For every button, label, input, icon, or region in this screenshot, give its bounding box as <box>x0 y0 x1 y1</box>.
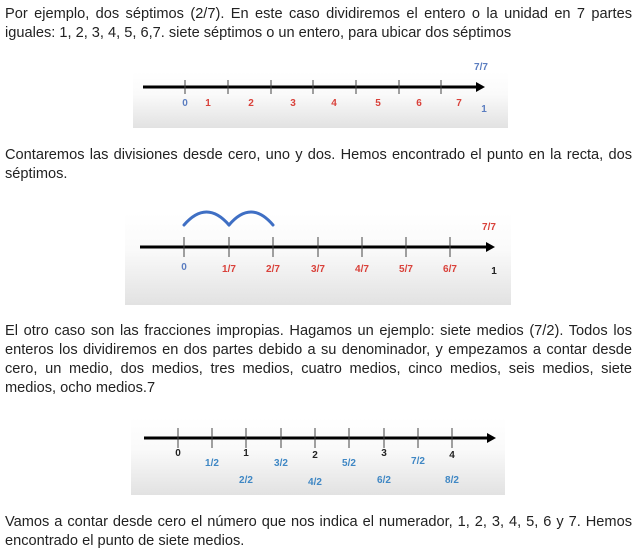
tick-label: 4/2 <box>308 477 322 488</box>
tick-label: 1 <box>205 98 211 109</box>
arrow-head <box>476 82 485 92</box>
tick-label: 6/2 <box>377 475 391 486</box>
tick-label: 4 <box>449 450 455 461</box>
tick-label: 2 <box>248 98 254 109</box>
tick-label: 2 <box>312 450 318 461</box>
number-line-halves <box>131 418 505 495</box>
tick-label: 5/2 <box>342 458 356 469</box>
tick-label: 2/2 <box>239 475 253 486</box>
tick-label: 0 <box>182 98 188 109</box>
tick-label: 5 <box>375 98 381 109</box>
tick-label: 7/2 <box>411 456 425 467</box>
tick-label: 7/7 <box>482 222 496 233</box>
jump-arc <box>184 212 229 225</box>
tick-label: 6 <box>416 98 422 109</box>
number-line-graphic <box>133 72 508 128</box>
tick-label: 0 <box>175 448 181 459</box>
tick-label: 4/7 <box>355 264 369 275</box>
tick-label: 7/7 <box>474 62 488 73</box>
tick-label: 1/2 <box>205 458 219 469</box>
tick-label: 4 <box>331 98 337 109</box>
number-line-graphic <box>125 213 511 305</box>
tick-label: 8/2 <box>445 475 459 486</box>
tick-label: 3 <box>381 448 387 459</box>
tick-label: 1 <box>481 104 487 115</box>
tick-label: 1 <box>243 448 249 459</box>
tick-label: 2/7 <box>266 264 280 275</box>
tick-label: 7 <box>456 98 462 109</box>
tick-label: 3/7 <box>311 264 325 275</box>
jump-arc <box>229 212 273 225</box>
paragraph-seven-halves: Vamos a contar desde cero el número que nos indica el numerador, 1, 2, 3, 4, 5, 6 y 7. Hemos encontrado el punto de siete medios. <box>5 514 632 549</box>
paragraph-improper: El otro caso son las fracciones impropias. Hagamos un ejemplo: siete medios (7/2). Todos los enteros los dividiremos en dos partes debido a su denominador, y empezamos a contar desde cero, un medio, dos medios, tres medios, cuatro medios, cinco medios, seis medios, siete medios, ocho medios.7 <box>5 323 632 396</box>
number-line-sevenths-count <box>133 62 508 128</box>
tick-label: 1/7 <box>222 264 236 275</box>
tick-label: 1 <box>491 266 497 277</box>
tick-label: 0 <box>181 262 187 273</box>
tick-label: 6/7 <box>443 264 457 275</box>
tick-label: 3/2 <box>274 458 288 469</box>
arrow-head <box>487 433 496 443</box>
tick-label: 3 <box>290 98 296 109</box>
paragraph-counting: Contaremos las divisiones desde cero, uno y dos. Hemos encontrado el punto en la recta, dos séptimos. <box>5 147 632 182</box>
tick-label: 5/7 <box>399 264 413 275</box>
paragraph-intro: Por ejemplo, dos séptimos (2/7). En este caso dividiremos el entero o la unidad en 7 partes iguales: 1, 2, 3, 4, 5, 6,7. siete séptimos o un entero, para ubicar dos séptimos <box>5 6 632 41</box>
number-line-two-sevenths <box>125 213 511 305</box>
arrow-head <box>486 242 495 252</box>
